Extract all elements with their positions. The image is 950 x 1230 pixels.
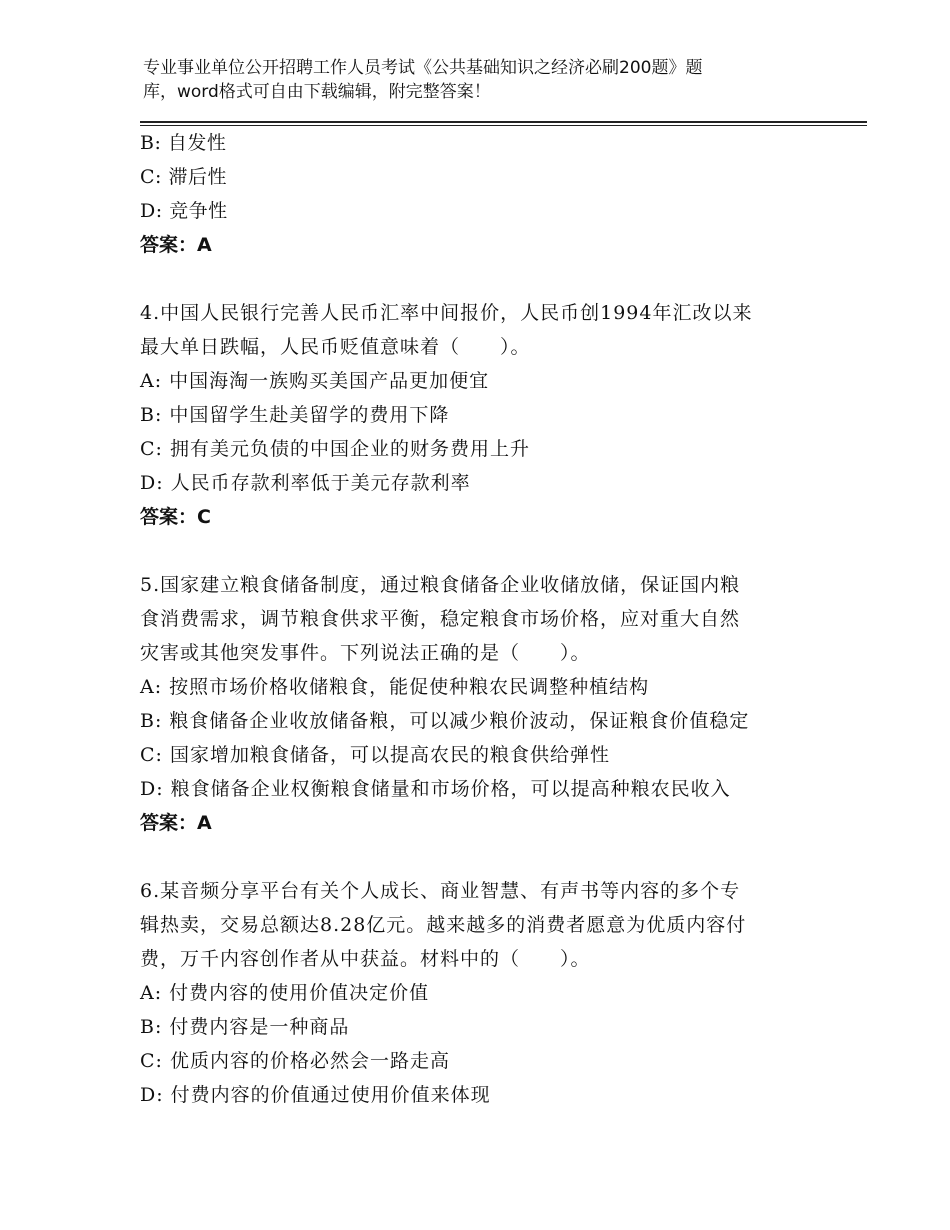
question-stem: 5.国家建立粮食储备制度，通过粮食储备企业收储放储，保证国内粮 <box>140 574 741 596</box>
option-c: C: 优质内容的价格必然会一路走高 <box>140 1050 450 1072</box>
answer-label: 答案：A <box>140 812 212 834</box>
question-stem: 6.某音频分享平台有关个人成长、商业智慧、有声书等内容的多个专 <box>140 880 741 902</box>
question-stem: 食消费需求，调节粮食供求平衡，稳定粮食市场价格，应对重大自然 <box>140 608 741 630</box>
question-stem: 费，万千内容创作者从中获益。材料中的（ ）。 <box>140 948 591 970</box>
question-5 <box>140 568 820 840</box>
header-title-line-2: 库，word格式可自由下载编辑，附完整答案！ <box>143 82 491 102</box>
option-b: B: 中国留学生赴美留学的费用下降 <box>140 404 450 426</box>
option-a: A: 付费内容的使用价值决定价值 <box>140 982 430 1004</box>
option-a: A: 中国海淘一族购买美国产品更加便宜 <box>140 370 490 392</box>
option-b: B: 粮食储备企业收放储备粮，可以减少粮价波动，保证粮食价值稳定 <box>140 710 750 732</box>
answer-label: 答案：C <box>140 506 211 528</box>
option-c: C: 拥有美元负债的中国企业的财务费用上升 <box>140 438 530 460</box>
question-stem: 辑热卖，交易总额达8.28亿元。越来越多的消费者愿意为优质内容付 <box>140 914 747 936</box>
option-c: C: 滞后性 <box>140 166 227 188</box>
option-d: D: 人民币存款利率低于美元存款利率 <box>140 472 471 494</box>
question-stem: 灾害或其他突发事件。下列说法正确的是（ ）。 <box>140 642 591 664</box>
question-stem: 4.中国人民银行完善人民币汇率中间报价，人民币创1994年汇改以来 <box>140 302 753 324</box>
option-d: D: 付费内容的价值通过使用价值来体现 <box>140 1084 491 1106</box>
option-b: B: 自发性 <box>140 132 227 154</box>
option-d: D: 竞争性 <box>140 200 228 222</box>
question-4 <box>140 296 820 534</box>
option-c: C: 国家增加粮食储备，可以提高农民的粮食供给弹性 <box>140 744 610 766</box>
option-b: B: 付费内容是一种商品 <box>140 1016 350 1038</box>
document-body <box>140 126 820 1112</box>
option-d: D: 粮食储备企业权衡粮食储量和市场价格，可以提高种粮农民收入 <box>140 778 731 800</box>
header-title-line-1: 专业事业单位公开招聘工作人员考试《公共基础知识之经济必刷200题》题 <box>143 58 703 78</box>
answer-label: 答案：A <box>140 234 212 256</box>
question-3-tail <box>140 126 820 262</box>
option-a: A: 按照市场价格收储粮食，能促使种粮农民调整种植结构 <box>140 676 650 698</box>
question-6 <box>140 874 820 1112</box>
page-header <box>143 56 863 104</box>
question-stem: 最大单日跌幅，人民币贬值意味着（ ）。 <box>140 336 531 358</box>
